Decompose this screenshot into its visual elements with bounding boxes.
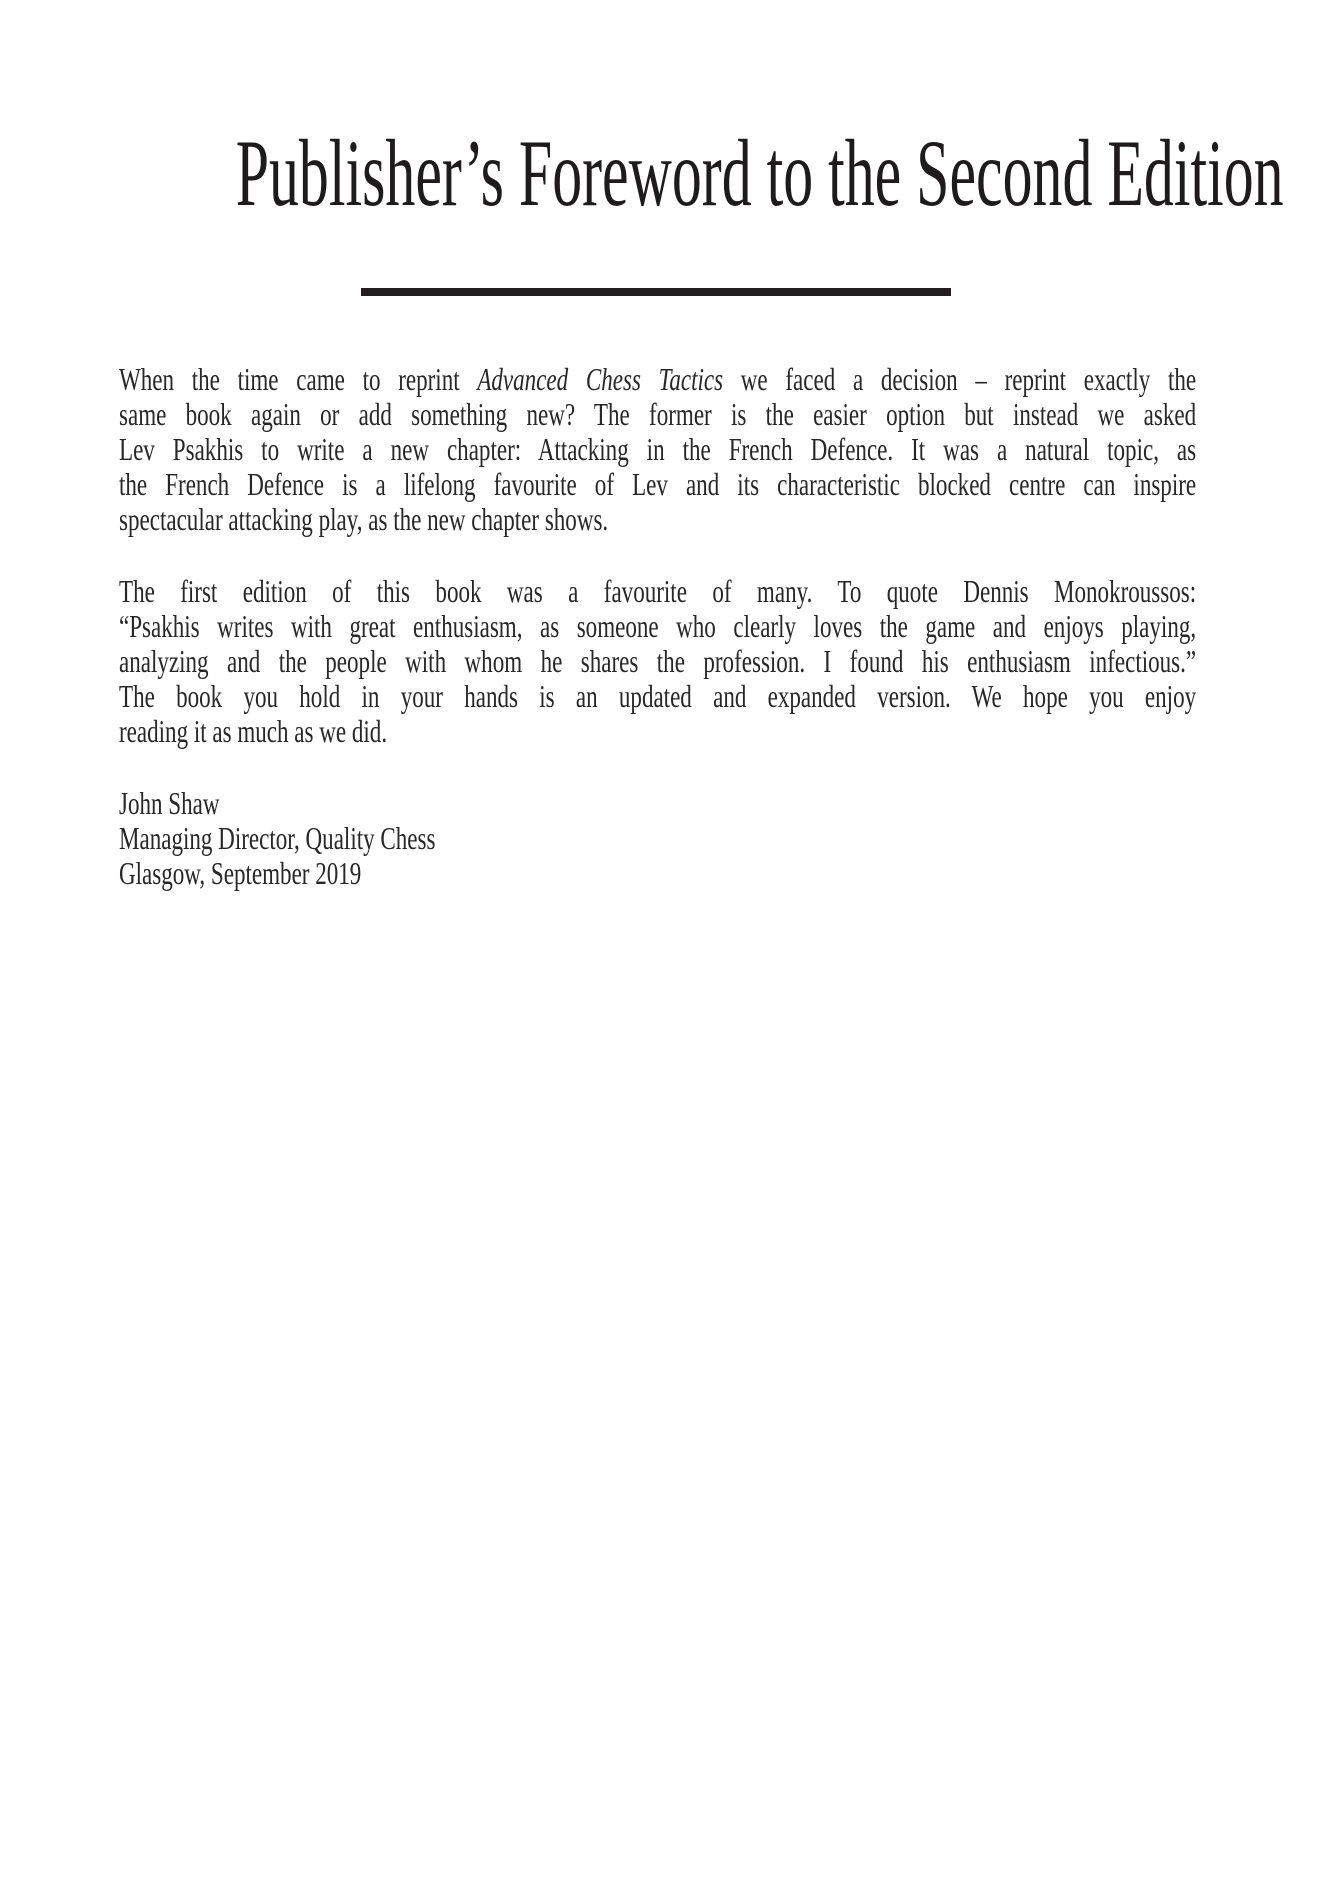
text-segment: Lev Psakhis to write a new chapter: Attacking in the French Defence. It was a natural topic, as (119, 431, 1197, 467)
text-line (119, 609, 1196, 644)
text-segment: spectacular attacking play, as the new chapter shows. (119, 501, 609, 537)
text-segment: The first edition of this book was a favourite of many. To quote Dennis Monokroussos: (119, 573, 1197, 609)
signature-block (119, 786, 1196, 891)
text-line (119, 714, 1196, 749)
text-line (119, 432, 1196, 467)
text-line (119, 467, 1196, 502)
book-title-italic: Advanced Chess Tactics (477, 361, 724, 397)
page-title: Publisher’s Foreword to the Second Edition (235, 120, 1284, 226)
paragraph (119, 574, 1196, 749)
text-segment: The book you hold in your hands is an updated and expanded version. We hope you enjoy (119, 678, 1197, 714)
signature-role: Managing Director, Quality Chess (119, 820, 436, 856)
text-segment: reading it as much as we did. (119, 713, 388, 749)
signature-place-date: Glasgow, September 2019 (119, 855, 362, 891)
text-segment: “Psakhis writes with great enthusiasm, as someone who clearly loves the game and enjoys playing, (119, 608, 1197, 644)
text-segment: When the time came to reprint (119, 361, 478, 397)
text-segment: we faced a decision – reprint exactly the (723, 361, 1197, 397)
text-line (119, 644, 1196, 679)
text-line (119, 362, 1196, 397)
signature-name: John Shaw (119, 785, 220, 821)
paragraph (119, 362, 1196, 537)
text-line (119, 502, 1196, 537)
text-line (119, 679, 1196, 714)
text-segment: analyzing and the people with whom he shares the profession. I found his enthusiasm infectious.” (119, 643, 1197, 679)
text-segment: the French Defence is a lifelong favourite of Lev and its characteristic blocked centre can inspire (119, 466, 1197, 502)
text-line (119, 574, 1196, 609)
text-line (119, 397, 1196, 432)
title-divider-rule (361, 288, 951, 296)
text-segment: same book again or add something new? The former is the easier option but instead we asked (119, 396, 1197, 432)
foreword-body (119, 362, 1196, 891)
